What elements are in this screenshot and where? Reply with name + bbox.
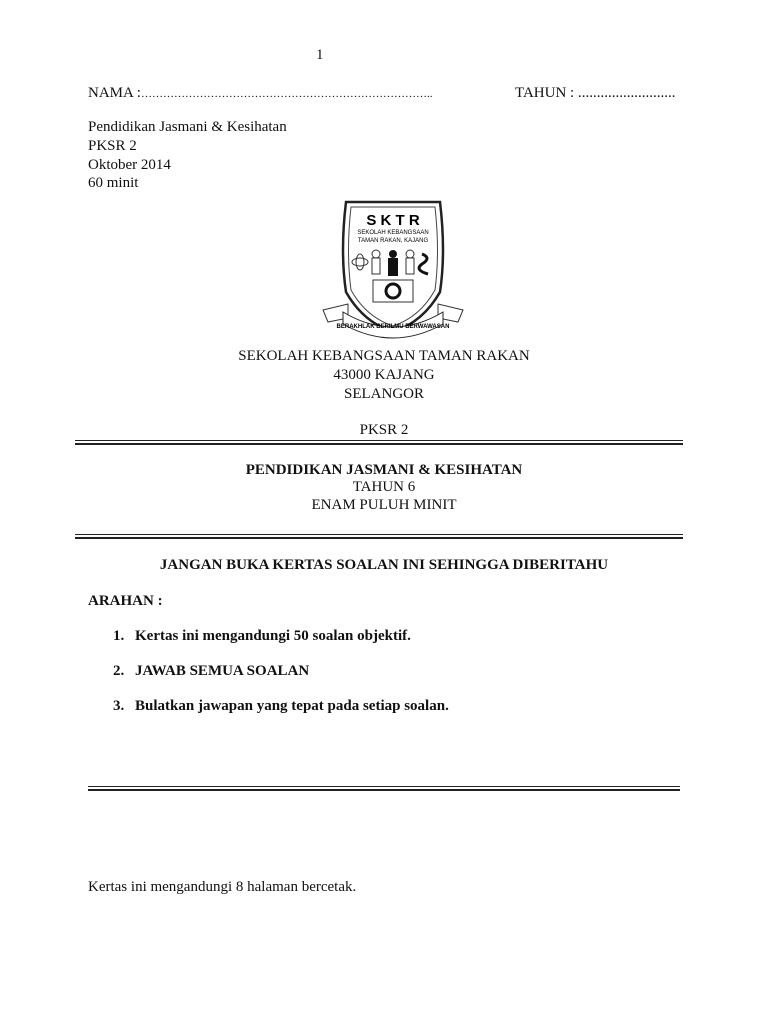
info-subject: Pendidikan Jasmani & Kesihatan	[88, 119, 287, 135]
tahun-field[interactable]: TAHUN : ..........................	[515, 85, 676, 101]
exam-subject: PENDIDIKAN JASMANI & KESIHATAN	[245, 462, 523, 478]
footer-note: Kertas ini mengandungi 8 halaman bercetak.	[88, 879, 357, 895]
divider	[88, 786, 680, 791]
nama-field[interactable]	[88, 84, 432, 103]
logo-line1: SEKOLAH KEBANGSAAN	[357, 230, 429, 236]
school-state: SELANGOR	[343, 386, 424, 402]
logo-line2: TAMAN RAKAN, KAJANG	[357, 238, 429, 244]
warning: JANGAN BUKA KERTAS SOALAN INI SEHINGGA DIBERITAHU	[159, 557, 609, 573]
instruction-num: 3.	[113, 698, 125, 714]
instruction-num: 2.	[113, 663, 125, 679]
divider	[75, 534, 683, 539]
instruction-num: 1.	[113, 628, 125, 644]
school-postcode: 43000 KAJANG	[333, 367, 435, 383]
school-name: SEKOLAH KEBANGSAAN TAMAN RAKAN	[238, 348, 530, 364]
exam-year: TAHUN 6	[352, 479, 416, 495]
school-logo	[318, 192, 468, 340]
logo-initials: S K T R	[366, 212, 420, 229]
divider	[75, 440, 683, 445]
nama-dots: ……………………………………………………………………..	[140, 88, 433, 100]
instructions-title: ARAHAN :	[88, 593, 163, 609]
instruction-text: JAWAB SEMUA SOALAN	[135, 663, 310, 679]
nama-label: NAMA :	[88, 85, 141, 101]
info-duration: 60 minit	[88, 175, 139, 191]
page-number: 1	[316, 47, 324, 63]
info-code: PKSR 2	[88, 138, 137, 154]
logo-motto: BERAKHLAK BERILMU BERWAWASAN	[336, 324, 450, 330]
info-date: Oktober 2014	[88, 157, 171, 173]
exam-duration: ENAM PULUH MINIT	[311, 497, 457, 513]
exam-code: PKSR 2	[359, 422, 409, 438]
instruction-text: Bulatkan jawapan yang tepat pada setiap soalan.	[135, 698, 449, 714]
instruction-text: Kertas ini mengandungi 50 soalan objektif.	[135, 628, 411, 644]
